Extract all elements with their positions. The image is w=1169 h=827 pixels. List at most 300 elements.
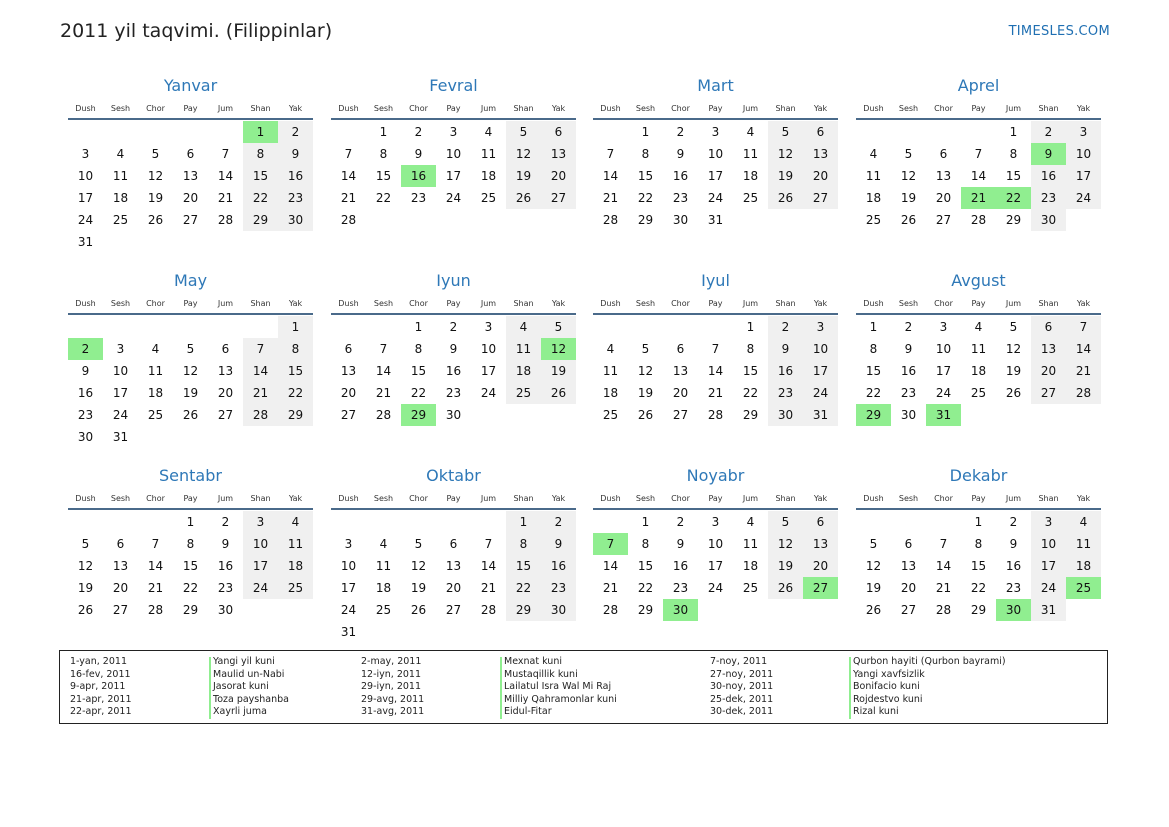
header-rule (856, 508, 1101, 510)
calendar-day: 25 (970, 386, 987, 400)
month-name: Noyabr (686, 466, 745, 485)
calendar-day: 8 (379, 147, 388, 161)
month-name: Dekabr (949, 466, 1008, 485)
calendar-day: 29 (287, 408, 304, 422)
holiday-legend (59, 650, 1108, 724)
month-mart (593, 0, 838, 227)
calendar-day: 16 (550, 559, 567, 573)
calendar-day: 13 (182, 169, 199, 183)
calendar-day: 3 (816, 320, 825, 334)
weekday-label: Chor (409, 494, 428, 503)
month-may (68, 195, 313, 444)
calendar-day: 25 (865, 213, 882, 227)
legend-bar (849, 657, 851, 719)
calendar-day: 18 (147, 386, 164, 400)
calendar-day: 24 (112, 408, 129, 422)
weekday-label: Sesh (635, 494, 656, 503)
weekday-label: Chor (146, 494, 165, 503)
calendar-day: 14 (935, 559, 952, 573)
calendar-day: 19 (777, 169, 794, 183)
calendar-day: 30 (777, 408, 794, 422)
calendar-day: 8 (869, 342, 878, 356)
calendar-day: 13 (812, 147, 829, 161)
calendar-day: 28 (602, 213, 619, 227)
calendar-day: 3 (256, 515, 265, 529)
holiday-day: 7 (593, 533, 628, 555)
calendar-day: 22 (742, 386, 759, 400)
legend-names (213, 656, 289, 719)
legend-holiday-name: Eidul-Fitar (504, 706, 552, 717)
calendar-day: 19 (1005, 364, 1022, 378)
month-name: Iyul (701, 271, 730, 290)
calendar-day: 28 (935, 603, 952, 617)
holiday-day: 1 (243, 121, 278, 143)
calendar-day: 24 (707, 191, 724, 205)
calendar-day: 13 (445, 559, 462, 573)
calendar-day: 18 (375, 581, 392, 595)
holiday-day: 12 (541, 338, 576, 360)
calendar-day: 27 (900, 603, 917, 617)
calendar-day: 7 (606, 147, 615, 161)
weekday-label: Chor (671, 104, 690, 113)
calendar-day: 3 (711, 125, 720, 139)
calendar-day: 6 (186, 147, 195, 161)
legend-holiday-name: Mustaqillik kuni (504, 668, 578, 680)
month-name: Avgust (951, 271, 1006, 290)
calendar-day: 16 (1040, 169, 1057, 183)
calendar-day: 29 (970, 603, 987, 617)
calendar-day: 22 (865, 386, 882, 400)
calendar-day: 16 (1005, 559, 1022, 573)
calendar-day: 3 (711, 515, 720, 529)
calendar-day: 22 (637, 191, 654, 205)
weekday-label: Dush (338, 299, 359, 308)
calendar-day: 23 (1005, 581, 1022, 595)
weekday-label: Yak (288, 299, 303, 308)
calendar-day: 17 (112, 386, 129, 400)
calendar-day: 1 (414, 320, 423, 334)
month-noyabr (593, 390, 838, 617)
calendar-day: 23 (900, 386, 917, 400)
legend-holiday-name: Milliy Qahramonlar kuni (504, 693, 617, 705)
calendar-day: 14 (970, 169, 987, 183)
calendar-day: 19 (777, 559, 794, 573)
calendar-day: 31 (112, 430, 129, 444)
calendar-day: 2 (414, 125, 423, 139)
calendar-day: 19 (900, 191, 917, 205)
calendar-day: 27 (112, 603, 129, 617)
calendar-day: 5 (519, 125, 528, 139)
calendar-day: 22 (375, 191, 392, 205)
calendar-day: 18 (865, 191, 882, 205)
calendar-day: 28 (707, 408, 724, 422)
page-title: 2011 yil taqvimi. (Filippinlar) (60, 20, 333, 42)
month-name: Mart (697, 76, 734, 95)
calendar-day: 27 (550, 191, 567, 205)
calendar-day: 11 (742, 147, 759, 161)
calendar-day: 26 (1005, 386, 1022, 400)
weekday-label: Sesh (898, 104, 919, 113)
legend-date: 27-noy, 2011 (710, 668, 774, 680)
calendar-day: 12 (410, 559, 427, 573)
calendar-day: 19 (550, 364, 567, 378)
calendar-day: 3 (1079, 125, 1088, 139)
calendar-day: 21 (340, 191, 357, 205)
calendar-day: 24 (340, 603, 357, 617)
weekday-label: Pay (446, 299, 461, 308)
weekday-label: Yak (1076, 104, 1091, 113)
calendar-day: 1 (641, 125, 650, 139)
calendar-day: 26 (550, 386, 567, 400)
calendar-day: 6 (116, 537, 125, 551)
calendar-day: 2 (676, 125, 685, 139)
calendar-day: 9 (676, 147, 685, 161)
legend-date: 9-apr, 2011 (70, 681, 126, 692)
calendar-day: 10 (935, 342, 952, 356)
weekday-label: Jum (742, 494, 759, 503)
calendar-day: 4 (484, 125, 493, 139)
weekday-label: Jum (217, 299, 234, 308)
weekday-label: Yak (551, 299, 566, 308)
calendar-day: 6 (939, 147, 948, 161)
calendar-day: 22 (637, 581, 654, 595)
calendar-day: 2 (554, 515, 563, 529)
calendar-day: 2 (1009, 515, 1018, 529)
calendar-day: 30 (77, 430, 94, 444)
calendar-day: 15 (637, 169, 654, 183)
header-rule (68, 313, 313, 315)
legend-holiday-name: Mexnat kuni (504, 656, 562, 667)
calendar-day: 22 (182, 581, 199, 595)
weekday-label: Dush (600, 494, 621, 503)
month-yanvar (68, 0, 313, 249)
calendar-day: 16 (77, 386, 94, 400)
calendar-day: 1 (186, 515, 195, 529)
calendar-day: 25 (147, 408, 164, 422)
calendar-day: 5 (151, 147, 160, 161)
calendar-day: 19 (147, 191, 164, 205)
weekday-label: Shan (513, 299, 534, 308)
calendar-day: 5 (781, 125, 790, 139)
weekday-label: Dush (600, 299, 621, 308)
calendar-day: 25 (112, 213, 129, 227)
header-rule (331, 313, 576, 315)
calendar-day: 11 (112, 169, 129, 183)
calendar-day: 10 (252, 537, 269, 551)
weekday-label: Pay (971, 299, 986, 308)
header-rule (68, 508, 313, 510)
weekday-label: Pay (971, 104, 986, 113)
calendar-day: 24 (1075, 191, 1092, 205)
calendar-day: 23 (287, 191, 304, 205)
calendar-day: 30 (445, 408, 462, 422)
calendar-day: 1 (519, 515, 528, 529)
calendar-day: 28 (252, 408, 269, 422)
calendar-day: 21 (602, 581, 619, 595)
calendar-day: 14 (375, 364, 392, 378)
calendar-day: 7 (344, 147, 353, 161)
calendar-day: 16 (217, 559, 234, 573)
calendar-day: 4 (974, 320, 983, 334)
calendar-day: 18 (742, 559, 759, 573)
weekday-label: Dush (75, 104, 96, 113)
weekday-label: Pay (708, 494, 723, 503)
weekday-label: Shan (250, 104, 271, 113)
calendar-day: 18 (602, 386, 619, 400)
weekday-label: Chor (671, 299, 690, 308)
calendar-day: 12 (777, 147, 794, 161)
weekday-label: Chor (934, 494, 953, 503)
legend-date: 2-may, 2011 (361, 656, 422, 667)
calendar-day: 16 (445, 364, 462, 378)
calendar-day: 18 (515, 364, 532, 378)
weekday-label: Jum (1005, 494, 1022, 503)
header-rule (593, 508, 838, 510)
calendar-day: 9 (291, 147, 300, 161)
weekday-label: Shan (250, 299, 271, 308)
calendar-day: 11 (602, 364, 619, 378)
calendar-day: 14 (147, 559, 164, 573)
calendar-day: 1 (641, 515, 650, 529)
calendar-day: 30 (1040, 213, 1057, 227)
calendar-day: 8 (641, 147, 650, 161)
calendar-day: 11 (480, 147, 497, 161)
calendar-day: 15 (375, 169, 392, 183)
weekday-label: Sesh (110, 299, 131, 308)
calendar-day: 9 (414, 147, 423, 161)
calendar-day: 2 (904, 320, 913, 334)
weekday-label: Yak (813, 494, 828, 503)
calendar-day: 28 (340, 213, 357, 227)
holiday-day: 25 (1066, 577, 1101, 599)
calendar-day: 8 (256, 147, 265, 161)
calendar-day: 9 (781, 342, 790, 356)
calendar-day: 11 (147, 364, 164, 378)
legend-date: 7-noy, 2011 (710, 656, 768, 667)
calendar-day: 12 (900, 169, 917, 183)
holiday-day: 30 (996, 599, 1031, 621)
calendar-day: 7 (974, 147, 983, 161)
calendar-day: 20 (445, 581, 462, 595)
weekday-label: Shan (775, 299, 796, 308)
legend-bar (209, 657, 211, 719)
calendar-day: 9 (904, 342, 913, 356)
weekday-label: Chor (146, 104, 165, 113)
legend-date: 1-yan, 2011 (70, 656, 127, 667)
calendar-day: 13 (672, 364, 689, 378)
calendar-day: 28 (602, 603, 619, 617)
legend-date: 29-iyn, 2011 (361, 681, 422, 692)
calendar-day: 13 (340, 364, 357, 378)
calendar-day: 17 (1075, 169, 1092, 183)
month-aprel (856, 0, 1101, 227)
calendar-day: 14 (480, 559, 497, 573)
calendar-day: 4 (151, 342, 160, 356)
calendar-day: 5 (641, 342, 650, 356)
legend-holiday-name: Yangi xavfsizlik (853, 668, 925, 680)
weekday-label: Jum (742, 104, 759, 113)
calendar-day: 27 (445, 603, 462, 617)
weekday-label: Yak (551, 104, 566, 113)
legend-date: 30-noy, 2011 (710, 681, 774, 692)
calendar-day: 1 (974, 515, 983, 529)
calendar-day: 12 (637, 364, 654, 378)
calendar-day: 28 (147, 603, 164, 617)
calendar-day: 17 (812, 364, 829, 378)
calendar-day: 2 (781, 320, 790, 334)
calendar-day: 26 (410, 603, 427, 617)
holiday-day: 30 (663, 599, 698, 621)
calendar-day: 3 (939, 320, 948, 334)
calendar-day: 27 (340, 408, 357, 422)
calendar-day: 10 (340, 559, 357, 573)
calendar-day: 9 (449, 342, 458, 356)
weekday-label: Yak (1076, 299, 1091, 308)
calendar-day: 5 (81, 537, 90, 551)
calendar-day: 6 (1044, 320, 1053, 334)
legend-bar (500, 657, 502, 719)
month-avgust (856, 195, 1101, 422)
month-name: Sentabr (159, 466, 222, 485)
calendar-day: 4 (746, 125, 755, 139)
calendar-day: 14 (602, 169, 619, 183)
calendar-day: 8 (414, 342, 423, 356)
calendar-day: 22 (410, 386, 427, 400)
calendar-day: 17 (252, 559, 269, 573)
calendar-day: 17 (707, 559, 724, 573)
calendar-day: 29 (182, 603, 199, 617)
calendar-day: 16 (672, 559, 689, 573)
calendar-day: 19 (182, 386, 199, 400)
calendar-day: 20 (182, 191, 199, 205)
legend-holiday-name: Qurbon hayiti (Qurbon bayrami) (853, 656, 1006, 667)
calendar-day: 24 (812, 386, 829, 400)
legend-holiday-name: Yangi yil kuni (213, 656, 275, 667)
calendar-day: 14 (602, 559, 619, 573)
month-name: Oktabr (426, 466, 481, 485)
weekday-label: Jum (1005, 104, 1022, 113)
weekday-label: Dush (600, 104, 621, 113)
calendar-day: 28 (375, 408, 392, 422)
calendar-day: 7 (379, 342, 388, 356)
holiday-day: 2 (68, 338, 103, 360)
calendar-day: 4 (1079, 515, 1088, 529)
legend-date: 29-avg, 2011 (361, 693, 425, 705)
holiday-day: 29 (856, 404, 891, 426)
calendar-day: 16 (900, 364, 917, 378)
calendar-day: 7 (939, 537, 948, 551)
header-rule (593, 118, 838, 120)
calendar-day: 18 (287, 559, 304, 573)
calendar-day: 23 (550, 581, 567, 595)
calendar-day: 15 (637, 559, 654, 573)
weekday-label: Shan (513, 494, 534, 503)
month-iyun (331, 195, 576, 422)
site-link[interactable]: TIMESLES.COM (1008, 24, 1110, 39)
calendar-day: 29 (515, 603, 532, 617)
header-rule (593, 313, 838, 315)
calendar-day: 12 (182, 364, 199, 378)
holiday-day: 31 (926, 404, 961, 426)
calendar-day: 5 (414, 537, 423, 551)
calendar-day: 19 (77, 581, 94, 595)
calendar-day: 7 (151, 537, 160, 551)
legend-date: 30-dek, 2011 (710, 706, 774, 717)
weekday-label: Pay (446, 104, 461, 113)
calendar-day: 13 (812, 537, 829, 551)
weekday-label: Pay (708, 104, 723, 113)
calendar-day: 20 (812, 169, 829, 183)
calendar-day: 30 (287, 213, 304, 227)
calendar-day: 8 (1009, 147, 1018, 161)
legend-dates (710, 656, 773, 719)
weekday-label: Chor (409, 299, 428, 308)
weekday-label: Sesh (898, 494, 919, 503)
calendar-day: 7 (484, 537, 493, 551)
legend-holiday-name: Xayrli juma (213, 706, 267, 717)
calendar-day: 11 (515, 342, 532, 356)
calendar-day: 2 (1044, 125, 1053, 139)
calendar-day: 20 (217, 386, 234, 400)
weekday-label: Pay (183, 494, 198, 503)
calendar-day: 10 (480, 342, 497, 356)
calendar-day: 12 (147, 169, 164, 183)
calendar-day: 7 (256, 342, 265, 356)
calendar-day: 8 (186, 537, 195, 551)
weekday-label: Shan (1038, 494, 1059, 503)
calendar-day: 22 (252, 191, 269, 205)
calendar-day: 5 (869, 537, 878, 551)
calendar-day: 13 (1040, 342, 1057, 356)
calendar-day: 10 (812, 342, 829, 356)
legend-dates (70, 656, 132, 719)
calendar-day: 20 (112, 581, 129, 595)
weekday-label: Pay (446, 494, 461, 503)
weekday-label: Dush (75, 299, 96, 308)
weekday-label: Dush (863, 299, 884, 308)
calendar-day: 9 (81, 364, 90, 378)
weekday-label: Sesh (110, 494, 131, 503)
weekday-label: Yak (813, 104, 828, 113)
calendar-day: 16 (672, 169, 689, 183)
weekday-label: Sesh (110, 104, 131, 113)
calendar-day: 1 (746, 320, 755, 334)
legend-date: 25-dek, 2011 (710, 693, 774, 705)
calendar-day: 15 (287, 364, 304, 378)
holiday-day: 9 (1031, 143, 1066, 165)
calendar-day: 10 (445, 147, 462, 161)
calendar-day: 28 (217, 213, 234, 227)
weekday-label: Chor (934, 104, 953, 113)
calendar-day: 4 (746, 515, 755, 529)
legend-holiday-name: Rojdestvo kuni (853, 693, 923, 705)
legend-date: 22-apr, 2011 (70, 706, 132, 717)
weekday-label: Shan (250, 494, 271, 503)
calendar-day: 4 (869, 147, 878, 161)
calendar-day: 22 (515, 581, 532, 595)
calendar-day: 31 (707, 213, 724, 227)
legend-holiday-name: Jasorat kuni (213, 681, 269, 692)
calendar-day: 21 (935, 581, 952, 595)
calendar-day: 31 (77, 235, 94, 249)
calendar-day: 2 (676, 515, 685, 529)
weekday-label: Jum (742, 299, 759, 308)
weekday-label: Yak (288, 104, 303, 113)
calendar-day: 20 (672, 386, 689, 400)
calendar-day: 4 (379, 537, 388, 551)
legend-holiday-name: Maulid un-Nabi (213, 668, 285, 680)
calendar-day: 2 (449, 320, 458, 334)
